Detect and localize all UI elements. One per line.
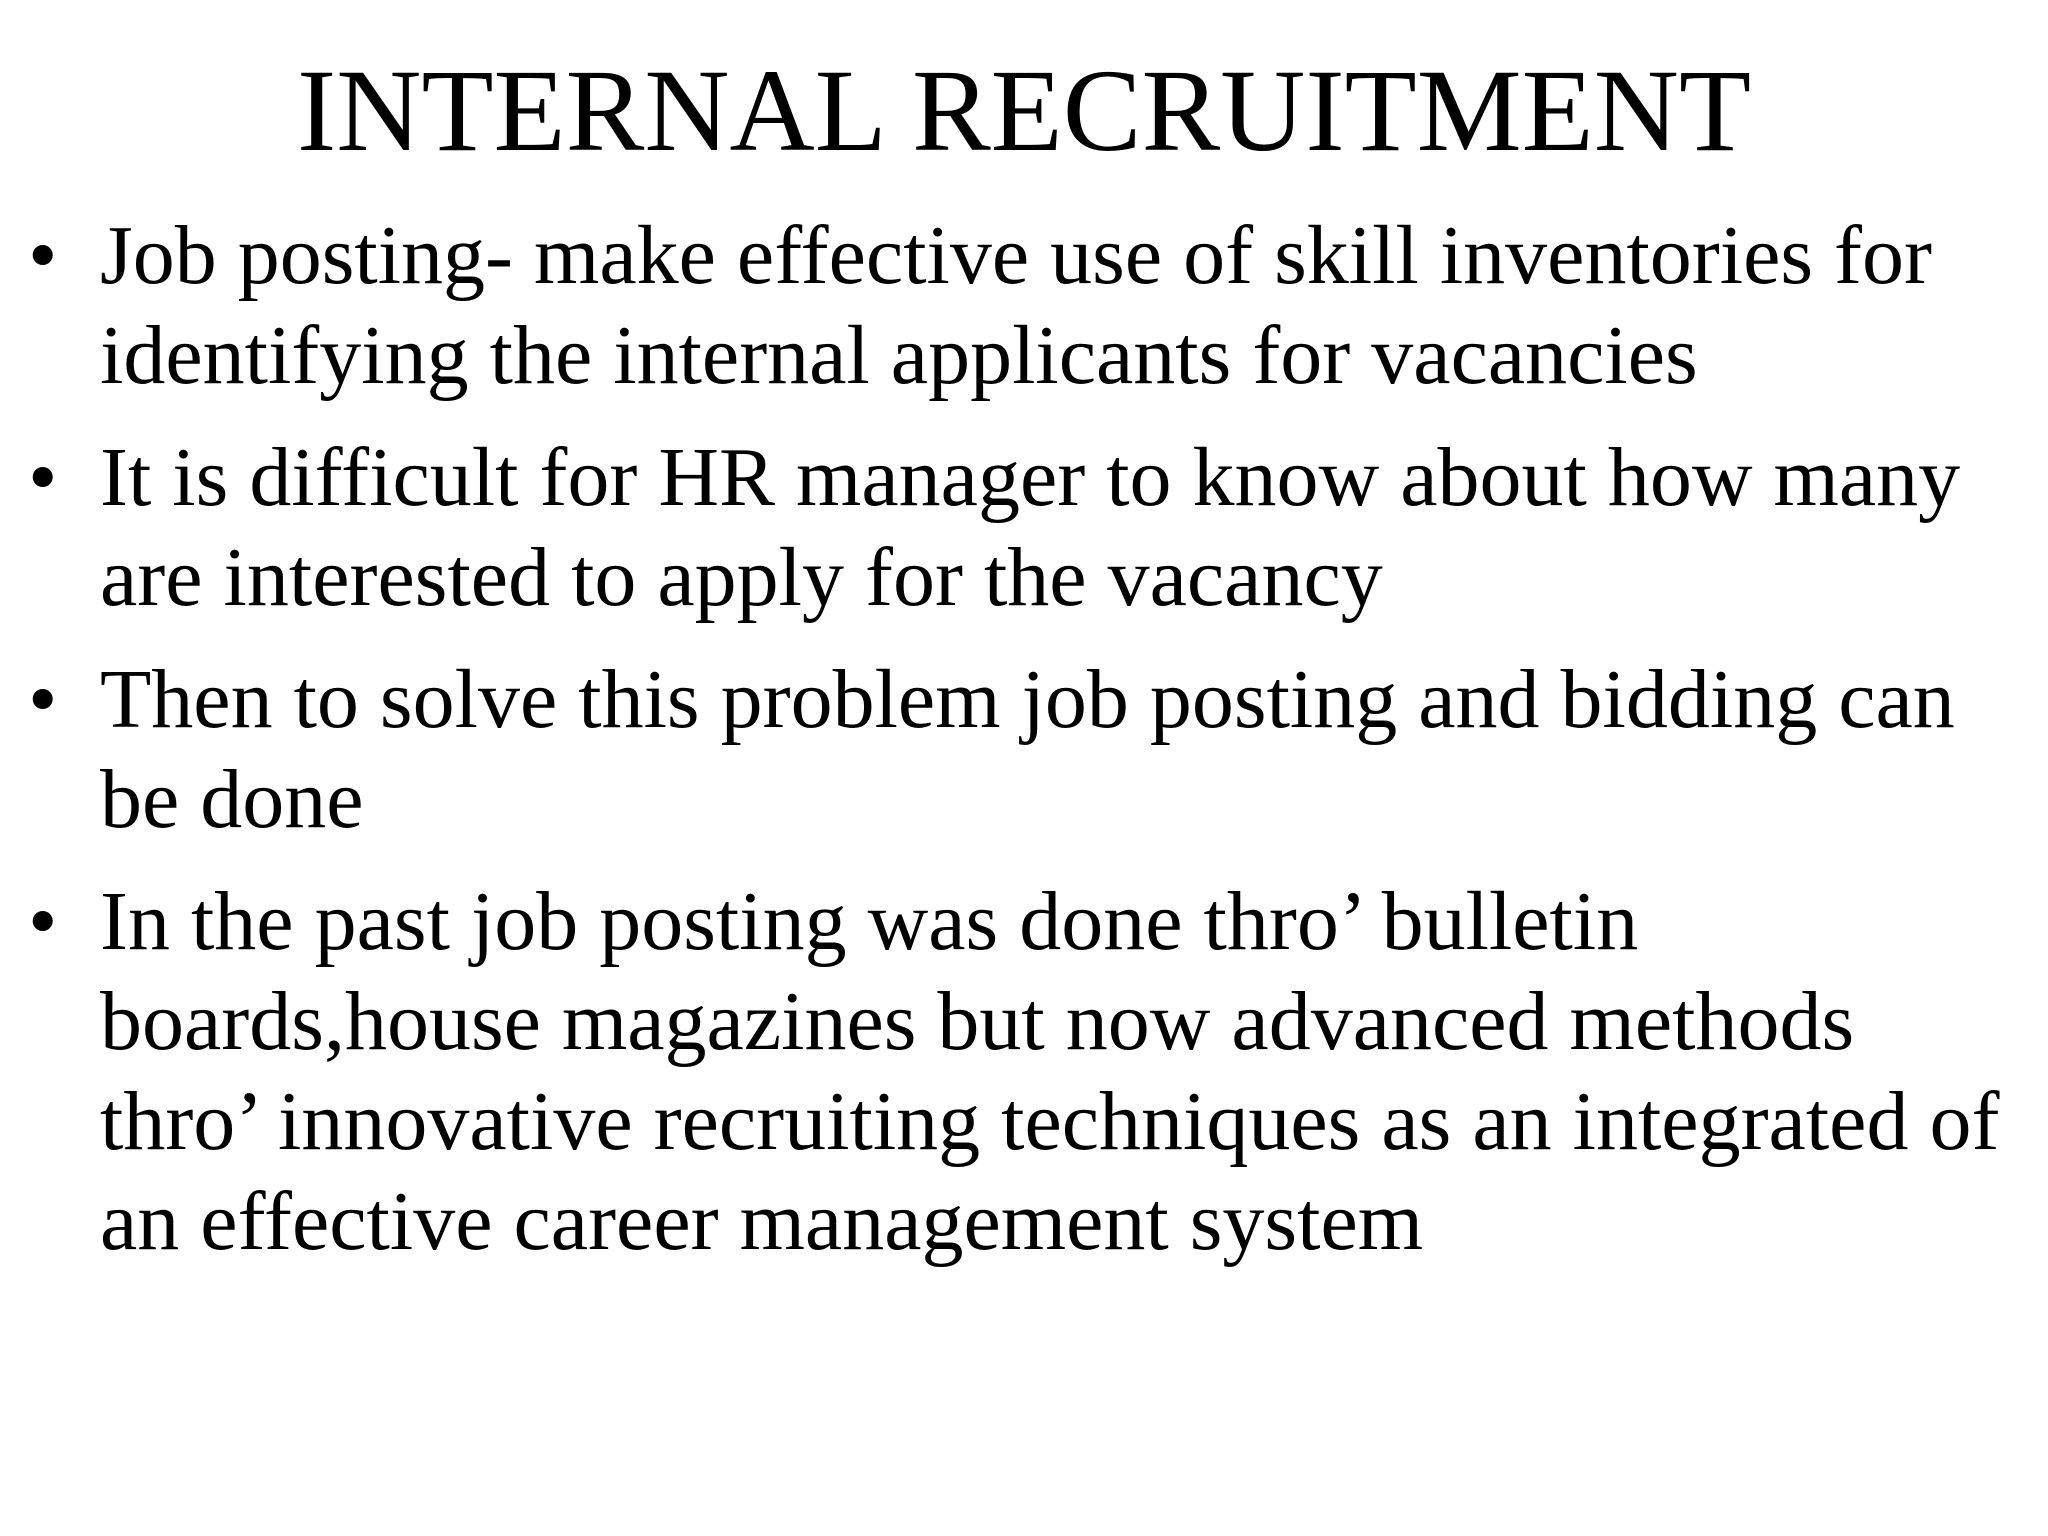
bullet-item [28, 428, 2018, 628]
slide-title: INTERNAL RECRUITMENT [296, 45, 1752, 176]
bullet-item [28, 872, 2018, 1272]
bullet-item [28, 650, 2018, 850]
bullet-icon: • [28, 209, 58, 302]
bullet-text: Job posting- make effective use of skill inventories for identifying the internal applicants for vacancies [100, 209, 1933, 402]
bullet-icon: • [28, 875, 58, 968]
bullet-text: It is difficult for HR manager to know about how many are interested to apply for the vacancy [100, 431, 1961, 624]
bullet-icon: • [28, 653, 58, 746]
bullet-text: In the past job posting was done thro’ bulletin boards,house magazines but now advanced methods thro’ innovative recruiting techniques as an integrated of an effective career management system [100, 875, 2000, 1268]
bullet-text: Then to solve this problem job posting and bidding can be done [100, 653, 1955, 846]
bullet-item [28, 206, 2018, 406]
bullet-list [28, 206, 2018, 1294]
bullet-icon: • [28, 431, 58, 524]
